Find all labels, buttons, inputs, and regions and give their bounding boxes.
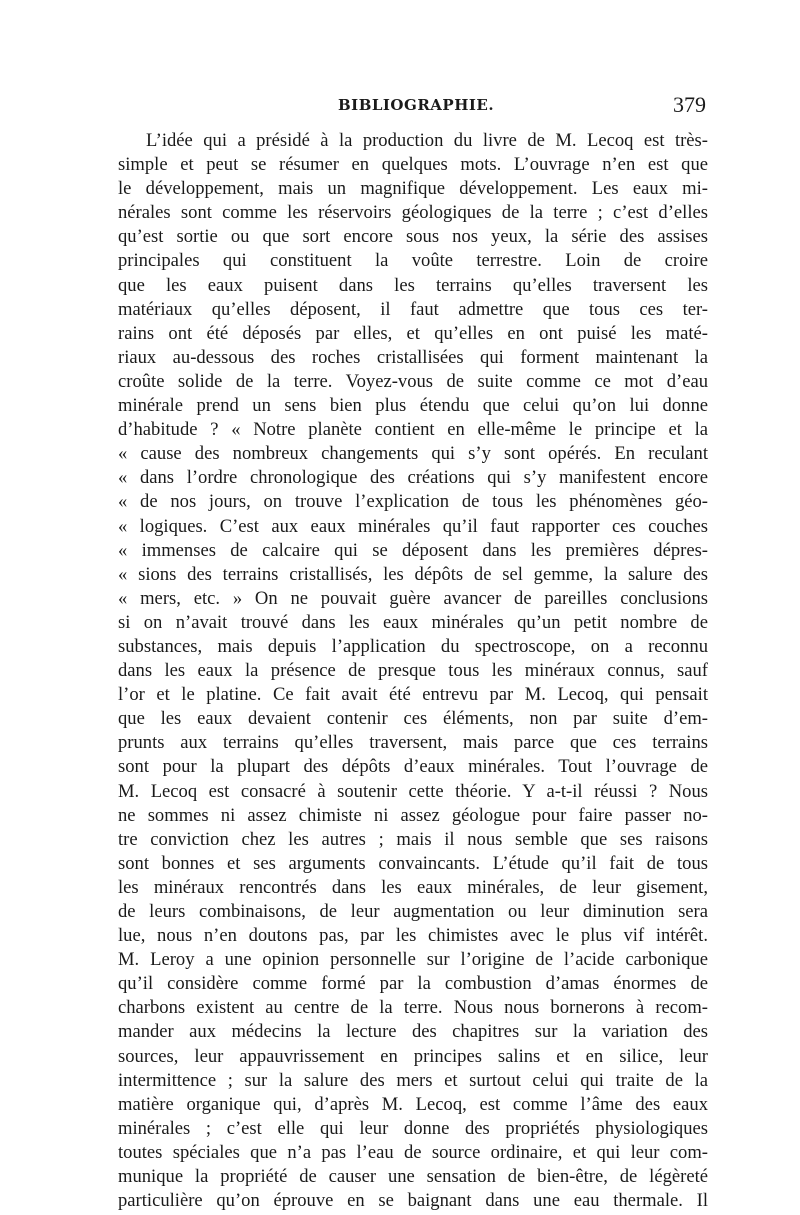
text-line: L’idée qui a présidé à la production du livre de M. Lecoq est très- [146,130,708,151]
text-line: principales qui constituent la voûte terrestre. Loin de croire [118,250,708,272]
text-line: l’or et le platine. Ce fait avait été entrevu par M. Lecoq, qui pensait [118,684,708,706]
text-line: M. Lecoq est consacré à soutenir cette théorie. Y a-t-il réussi ? Nous [118,780,708,802]
text-line: nérales sont comme les réservoirs géologiques de la terre ; c’est d’elles [118,202,708,224]
text-line: mander aux médecins la lecture des chapitres sur la variation des [118,1021,708,1043]
text-line: M. Leroy a une opinion personnelle sur l’origine de l’acide carbonique [118,949,708,971]
page-number: 379 [673,92,706,117]
text-line: d’habitude ? « Notre planète contient en elle-même le principe et la [118,419,708,441]
text-line: riaux au-dessous des roches cristallisées qui forment maintenant la [118,346,708,368]
text-line: « cause des nombreux changements qui s’y sont opérés. En reculant [118,443,708,465]
text-line: les minéraux rencontrés dans les eaux minérales, de leur gisement, [118,876,708,898]
text-line: ne sommes ni assez chimiste ni assez géologue pour faire passer no- [118,804,708,826]
text-line: qu’il considère comme formé par la combustion d’amas énormes de [118,973,708,995]
text-line: rains ont été déposés par elles, et qu’elles en ont puisé les maté- [118,322,708,344]
text-line: lue, nous n’en doutons pas, par les chimistes avec le plus vif intérêt. [118,925,708,947]
text-line: matériaux qu’elles déposent, il faut admettre que tous ces ter- [118,298,708,320]
running-title: BIBLIOGRAPHIE. [338,96,495,114]
text-line: prunts aux terrains qu’elles traversent, mais parce que ces terrains [118,732,708,754]
text-line: particulière qu’on éprouve en se baignant dans une eau thermale. Il [118,1190,708,1212]
text-line: tre conviction chez les autres ; mais il nous semble que ses raisons [118,828,708,850]
text-line: que les eaux devaient contenir ces éléments, non par suite d’em- [118,708,708,730]
text-line: intermittence ; sur la salure des mers et surtout celui qui traite de la [118,1069,708,1091]
text-line: matière organique qui, d’après M. Lecoq, est comme l’âme des eaux [118,1093,708,1115]
text-line: charbons existent au centre de la terre. Nous nous bornerons à recom- [118,997,708,1019]
text-line: « immenses de calcaire qui se déposent dans les premières dépres- [118,539,708,561]
text-line: « logiques. C’est aux eaux minérales qu’il faut rapporter ces couches [118,515,708,537]
text-line: « de nos jours, on trouve l’explication de tous les phénomènes géo- [118,491,708,513]
text-line: toutes spéciales que n’a pas l’eau de source ordinaire, et qui leur com- [118,1141,708,1163]
text-line: « dans l’ordre chronologique des créations qui s’y manifestent encore [118,467,708,489]
text-line: minérale prend un sens bien plus étendu que celui qu’on lui donne [118,395,708,417]
text-line: croûte solide de la terre. Voyez-vous de suite comme ce mot d’eau [118,370,708,392]
text-line: « mers, etc. » On ne pouvait guère avancer de pareilles conclusions [118,587,708,609]
text-line: sont bonnes et ses arguments convaincants. L’étude qu’il fait de tous [118,852,708,874]
text-line: dans les eaux la présence de presque tous les minéraux connus, sauf [118,660,708,682]
text-line: qu’est sortie ou que sort encore sous nos yeux, la série des assises [118,226,708,248]
running-head [118,92,708,120]
text-line: simple et peut se résumer en quelques mots. L’ouvrage n’en est que [118,154,708,176]
body-text [118,129,708,1213]
text-line: minérales ; c’est elle qui leur donne des propriétés physiologiques [118,1117,708,1139]
text-line: sources, leur appauvrissement en principes salins et en silice, leur [118,1045,708,1067]
text-line: que les eaux puisent dans les terrains qu’elles traversent les [118,274,708,296]
text-line: « sions des terrains cristallisés, les dépôts de sel gemme, la salure des [118,563,708,585]
text-line: le développement, mais un magnifique développement. Les eaux mi- [118,178,708,200]
text-line: sont pour la plupart des dépôts d’eaux minérales. Tout l’ouvrage de [118,756,708,778]
text-line: substances, mais depuis l’application du spectroscope, on a reconnu [118,635,708,657]
text-line: si on n’avait trouvé dans les eaux minérales qu’un petit nombre de [118,611,708,633]
text-line: munique la propriété de causer une sensation de bien-être, de légèreté [118,1166,708,1188]
text-line: de leurs combinaisons, de leur augmentation ou leur diminution sera [118,901,708,922]
